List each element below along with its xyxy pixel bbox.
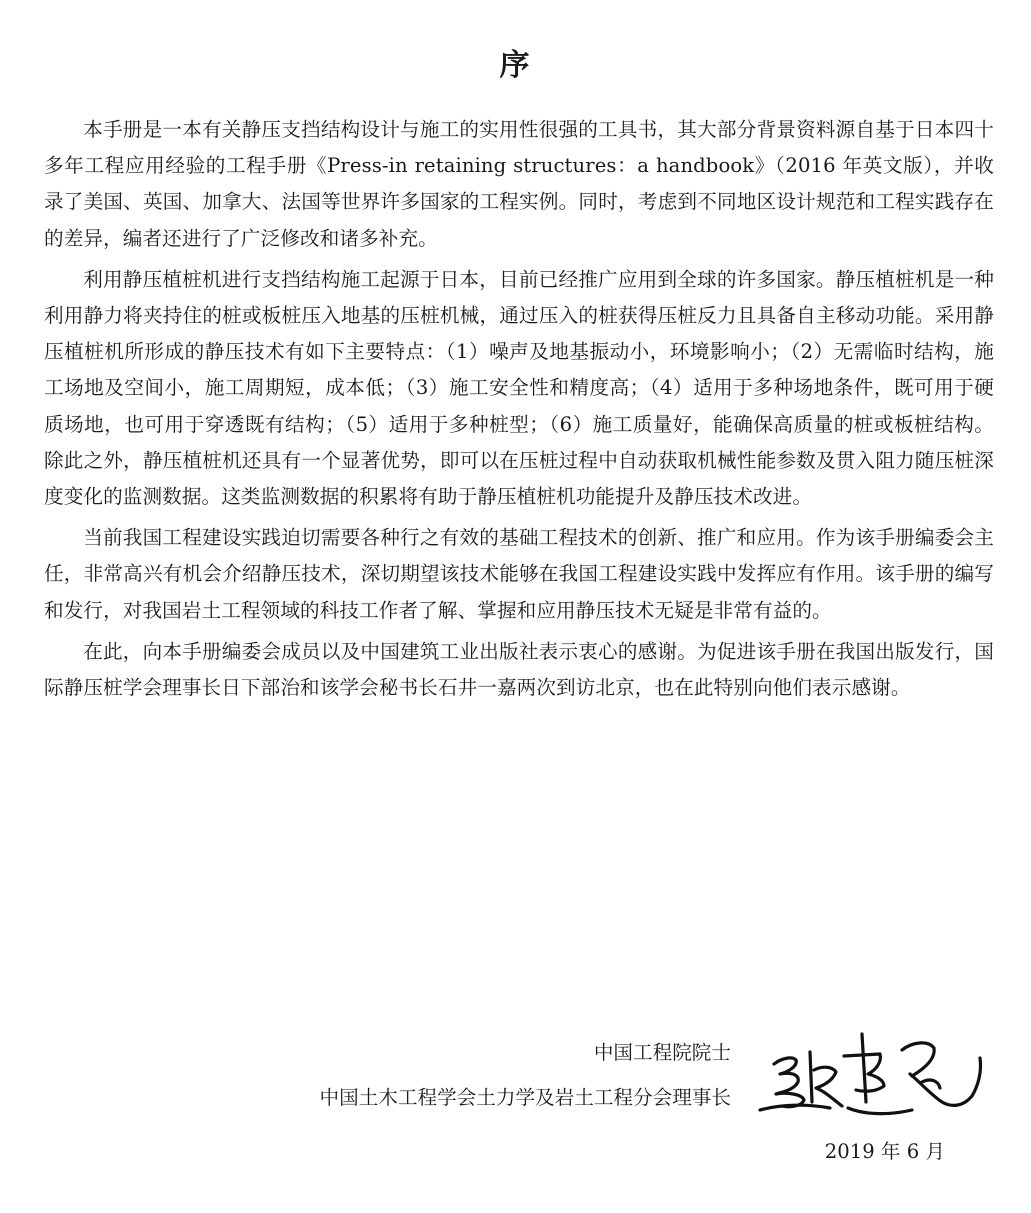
page-title: 序 (499, 48, 532, 83)
author-title-society: 中国土木工程学会土力学及岩土工程分会理事长 (319, 1086, 731, 1109)
paragraph-1: 本手册是一本有关静压支挡结构设计与施工的实用性很强的工具书，其大部分背景资料源自基于日本四十多年工程应用经验的工程手册《Press-in retaining structures：a handbook》（2016 年英文版），并收录了美国、英国、加拿大、法国等世界许多国家的工程实例。同时，考虑到不同地区设计规范和工程实践存在的差异，编者还进行了广泛修改和诸多补充。 (44, 118, 994, 250)
signoff-date: 2019 年 6 月 (824, 1140, 945, 1163)
paragraph-2: 利用静压植桩机进行支挡结构施工起源于日本，目前已经推广应用到全球的许多国家。静压植桩机是一种利用静力将夹持住的桩或板桩压入地基的压桩机械，通过压入的桩获得压桩反力且具备自主移动功能。采用静压植桩机所形成的静压技术有如下主要特点：（1）噪声及地基振动小，环境影响小；（2）无需临时结构，施工场地及空间小，施工周期短，成本低；（3）施工安全性和精度高；（4）适用于多种场地条件，既可用于硬质场地，也可用于穿透既有结构；（5）适用于多种桩型；（6）施工质量好，能确保高质量的桩或板桩结构。除此之外，静压植桩机还具有一个显著优势，即可以在压桩过程中自动获取机械性能参数及贯入阻力随压桩深度变化的监测数据。这类监测数据的积累将有助于静压植桩机功能提升及静压技术改进。 (44, 267, 994, 509)
handwritten-signature (752, 1022, 997, 1127)
paragraph-4: 在此，向本手册编委会成员以及中国建筑工业出版社表示衷心的感谢。为促进该手册在我国出版发行，国际静压桩学会理事长日下部治和该学会秘书长石井一嘉两次到访北京，也在此特别向他们表示感谢。 (44, 639, 994, 700)
paragraph-3: 当前我国工程建设实践迫切需要各种行之有效的基础工程技术的创新、推广和应用。作为该手册编委会主任，非常高兴有机会介绍静压技术，深切期望该技术能够在我国工程建设实践中发挥应有作用。该手册的编写和发行，对我国岩土工程领域的科技工作者了解、掌握和应用静压技术无疑是非常有益的。 (44, 526, 994, 622)
preface-body (44, 112, 994, 711)
author-title-academician: 中国工程院院士 (593, 1041, 731, 1064)
